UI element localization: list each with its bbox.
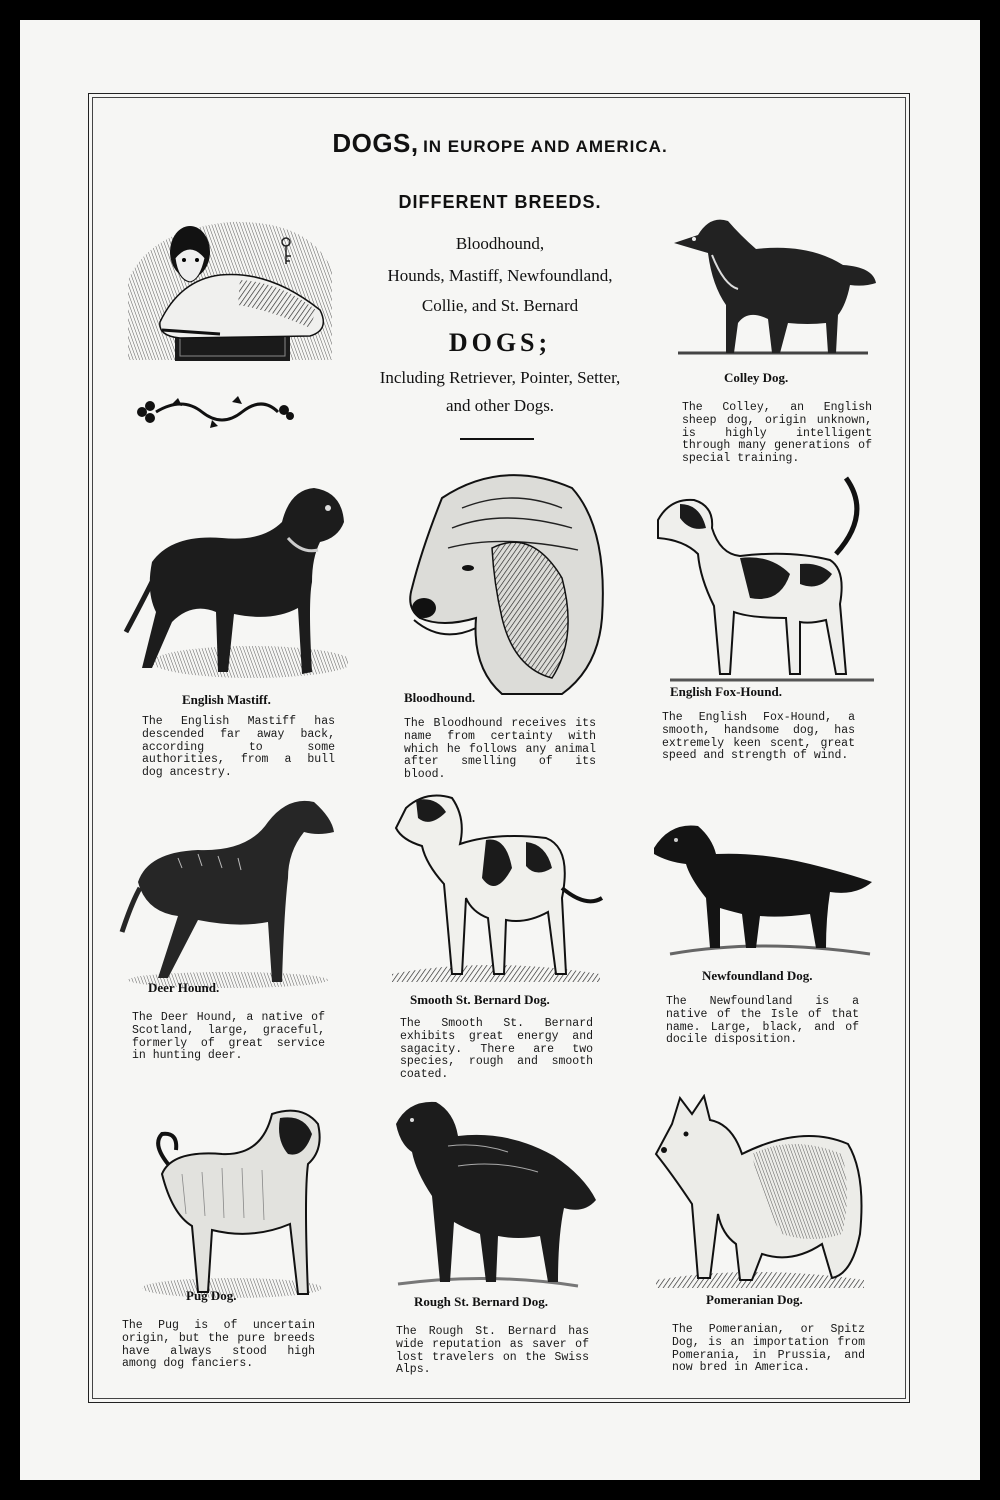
caption-mastiff: English Mastiff. <box>182 692 271 707</box>
collie-illustration <box>668 205 882 360</box>
caption-newfoundland: Newfoundland Dog. <box>702 968 813 983</box>
intro-line: and other Dogs. <box>445 396 555 415</box>
description-bloodhound: The Bloodhound receives its name from certainty with which he follows any animal after smelling of its blood. <box>404 717 596 782</box>
intro-line: Collie, and St. Bernard <box>421 296 579 315</box>
description-fox-hound: The English Fox-Hound, a smooth, handsome dog, has extremely keen scent, great speed and strength of wind. <box>662 711 855 763</box>
fox-hound-illustration <box>650 474 878 686</box>
caption-deer-hound: Deer Hound. <box>148 980 220 995</box>
pug-illustration <box>132 1104 328 1300</box>
caption-smooth-st-bernard: Smooth St. Bernard Dog. <box>410 992 550 1007</box>
description-pug: The Pug is of uncertain origin, but the pure breeds have always stood high among dog fanciers. <box>122 1319 315 1371</box>
caption-fox-hound: English Fox-Hound. <box>670 684 782 699</box>
description-pomeranian: The Pomeranian, or Spitz Dog, is an importation from Pomerania, in Prussia, and now bred in America. <box>672 1323 865 1375</box>
description-collie: The Colley, an English sheep dog, origin unknown, is highly intelligent through many generations of special training. <box>682 401 872 466</box>
title-main: DOGS, <box>332 128 419 158</box>
intro-line: Hounds, Mastiff, Newfoundland, <box>387 266 613 285</box>
description-mastiff: The English Mastiff has descended far away back, according to some authorities, from a bull dog ancestry. <box>142 715 335 780</box>
newfoundland-illustration <box>650 818 876 958</box>
rough-st-bernard-illustration <box>388 1096 600 1292</box>
smooth-st-bernard-illustration <box>386 788 608 984</box>
caption-pomeranian: Pomeranian Dog. <box>706 1292 803 1307</box>
caption-pug: Pug Dog. <box>186 1288 237 1303</box>
intro-line: Including Retriever, Pointer, Setter, <box>379 368 621 387</box>
intro-vignette-image <box>120 210 338 366</box>
description-smooth-st-bernard: The Smooth St. Bernard exhibits great energy and sagacity. There are two species, rough and smooth coated. <box>400 1017 593 1082</box>
page-title <box>150 128 850 159</box>
pomeranian-illustration <box>652 1094 868 1290</box>
intro-line: Bloodhound, <box>455 234 545 253</box>
intro-dogs-word: DOGS; <box>448 328 552 357</box>
deer-hound-illustration <box>118 792 338 992</box>
title-rest: IN EUROPE AND AMERICA. <box>423 137 668 156</box>
floral-ornament <box>132 394 296 430</box>
caption-collie: Colley Dog. <box>724 370 789 385</box>
caption-bloodhound: Bloodhound. <box>404 690 476 705</box>
description-newfoundland: The Newfoundland is a native of the Isle of that name. Large, black, and of docile disposition. <box>666 995 859 1047</box>
intro-rule <box>460 438 534 440</box>
bloodhound-illustration <box>402 468 608 698</box>
description-rough-st-bernard: The Rough St. Bernard has wide reputation as saver of lost travelers on the Swiss Alps. <box>396 1325 589 1377</box>
mastiff-illustration <box>122 482 348 684</box>
description-deer-hound: The Deer Hound, a native of Scotland, large, graceful, formerly of great service in hunting deer. <box>132 1011 325 1063</box>
caption-rough-st-bernard: Rough St. Bernard Dog. <box>414 1294 548 1309</box>
intro-heading: DIFFERENT BREEDS. <box>398 192 602 212</box>
